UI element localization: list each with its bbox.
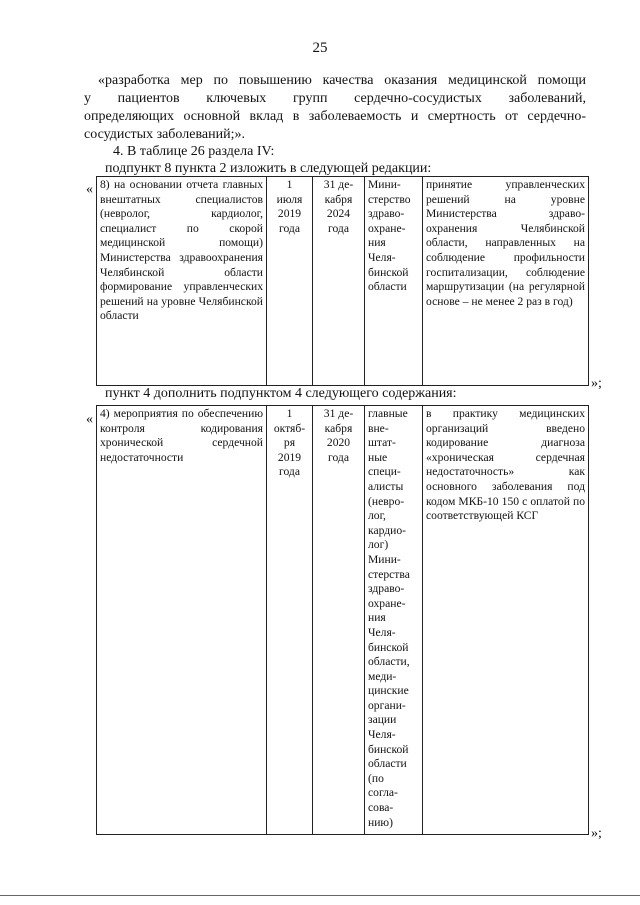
table1-result: принятие управленческих решений на уровне Министерства здраво-охранения Челябинской области, направленных на соблюдение профильности госпитализации, соблюдение маршрутизации (на регулярной основе – не менее 2 раз в год)	[423, 177, 589, 386]
page-bottom-edge	[0, 895, 640, 896]
intro-line-1: «разработка мер по повышению качества оказания медицинской помощи	[98, 73, 586, 88]
table2-measure: 4) мероприятия по обеспечению контроля кодирования хронической сердечной недостаточности	[97, 406, 267, 835]
table2-start-date: 1 октяб- ря 2019 года	[267, 406, 313, 835]
table2-end-date: 31 де- кабря 2020 года	[313, 406, 365, 835]
table2-close-quote: »;	[591, 826, 602, 841]
page-number: 25	[312, 40, 328, 56]
table-2	[96, 405, 589, 835]
table1-end-date: 31 де- кабря 2024 года	[313, 177, 365, 386]
subitem-2-heading: пункт 4 дополнить подпунктом 4 следующего содержания:	[105, 386, 457, 401]
intro-line-4: сосудистых заболеваний;».	[84, 127, 245, 142]
table2-open-quote: «	[86, 412, 93, 427]
item-4-heading: 4. В таблице 26 раздела IV:	[113, 144, 275, 159]
table1-close-quote: »;	[591, 376, 602, 391]
intro-line-3: определяющих основной вклад в заболеваемость и смертность от сердечно-	[84, 109, 586, 124]
intro-line-2: у пациентов ключевых групп сердечно-сосудистых заболеваний,	[84, 91, 586, 106]
table2-responsible: главные вне- штат- ные специ- алисты (невро- лог, кардио- лог) Мини- стерства здраво- охране- ния Челя- бинской области, меди- цинские органи- зации Челя- бинской области (по согла- сова- нию)	[365, 406, 423, 835]
table-1	[96, 176, 589, 386]
table-row	[97, 177, 589, 386]
table1-start-date: 1 июля 2019 года	[267, 177, 313, 386]
table1-open-quote: «	[86, 182, 93, 197]
subitem-1-heading: подпункт 8 пункта 2 изложить в следующей редакции:	[105, 161, 432, 176]
table1-measure: 8) на основании отчета главных внештатных специалистов (невролог, кардиолог, специалист по скорой медицинской помощи) Министерства здравоохранения Челябинской области формирование управленческих решений на уровне Челябинской области	[97, 177, 267, 386]
table1-responsible: Мини- стерство здраво- охране- ния Челя- бинской области	[365, 177, 423, 386]
table2-result: в практику медицинских организаций введено кодирование диагноза «хроническая сердечная недостаточность» как основного заболевания под кодом МКБ-10 150 с оплатой по соответствующей КСГ	[423, 406, 589, 835]
table-row	[97, 406, 589, 835]
